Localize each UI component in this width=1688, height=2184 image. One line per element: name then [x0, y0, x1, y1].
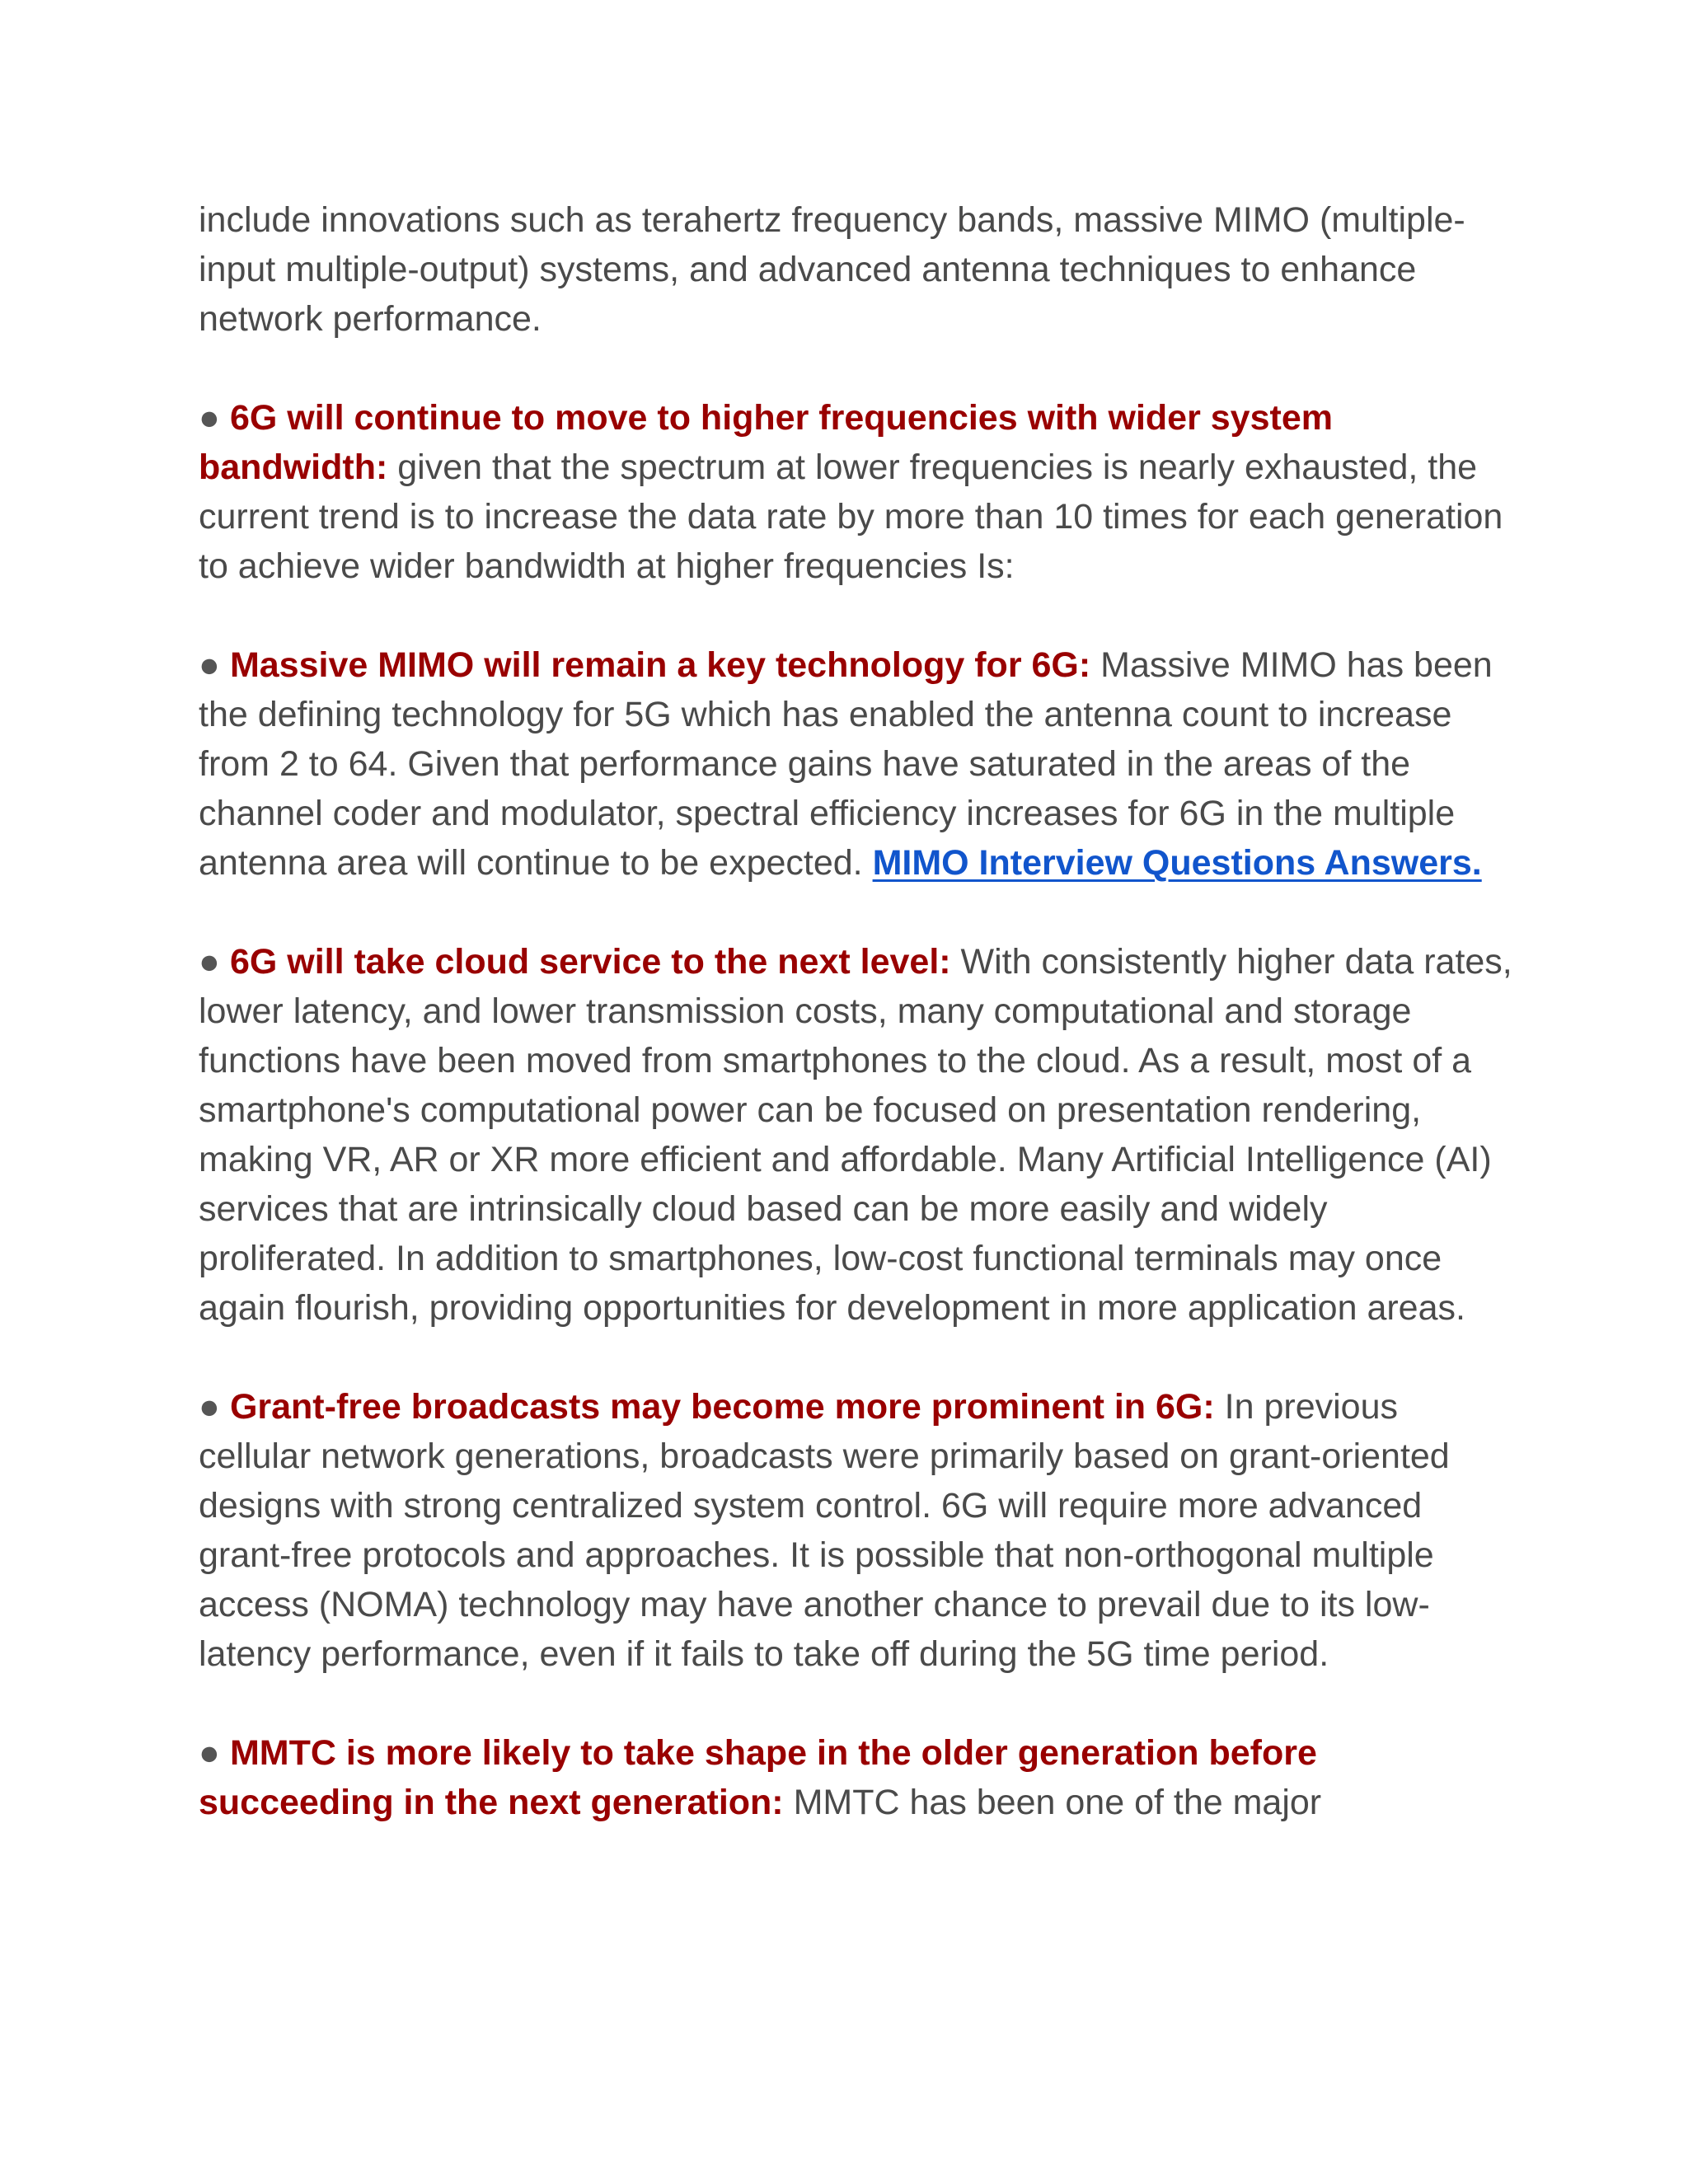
- bullet-lead: Massive MIMO will remain a key technology for 6G:: [229, 645, 1091, 685]
- bullet-icon: ●: [199, 1733, 220, 1773]
- document-page: [199, 195, 1517, 1877]
- bullet-icon: ●: [199, 1387, 220, 1427]
- bullet-item-higher-frequencies: [199, 393, 1517, 591]
- bullet-lead: 6G will continue to move to higher frequencies with wider system bandwidth:: [199, 398, 1333, 487]
- bullet-body: In previous cellular network generations, broadcasts were primarily based on grant-oriented designs with strong centralized system control. 6G will require more advanced grant-free protocols and approaches. It is possible that non-orthogonal multiple access (NOMA) technology may have another chance to prevail due to its low-latency performance, even if it fails to take off during the 5G time period.: [199, 1387, 1450, 1674]
- bullet-icon: ●: [199, 645, 220, 685]
- bullet-lead: 6G will take cloud service to the next level:: [229, 942, 951, 982]
- bullet-body: Massive MIMO has been the defining technology for 5G which has enabled the antenna count to increase from 2 to 64. Given that performance gains have saturated in the areas of the channel coder and modulator, spectral efficiency increases for 6G in the multiple antenna area will continue to be expected.: [199, 645, 1493, 883]
- bullet-item-grant-free: [199, 1382, 1517, 1679]
- intro-paragraph: [199, 195, 1517, 344]
- bullet-body: With consistently higher data rates, lower latency, and lower transmission costs, many computational and storage functions have been moved from smartphones to the cloud. As a result, most of a smartphone's computational power can be focused on presentation rendering, making VR, AR or XR more efficient and affordable. Many Artificial Intelligence (AI) services that are intrinsically cloud based can be more easily and widely proliferated. In addition to smartphones, low-cost functional terminals may once again flourish, providing opportunities for development in more application areas.: [199, 942, 1512, 1328]
- bullet-body: given that the spectrum at lower frequencies is nearly exhausted, the current trend is to increase the data rate by more than 10 times for each generation to achieve wider bandwidth at higher frequencies Is:: [199, 448, 1503, 586]
- bullet-lead: Grant-free broadcasts may become more prominent in 6G:: [229, 1387, 1215, 1427]
- bullet-body: MMTC has been one of the major: [783, 1783, 1322, 1822]
- intro-text: include innovations such as terahertz frequency bands, massive MIMO (multiple-input multiple-output) systems, and advanced antenna techniques to enhance network performance.: [199, 200, 1465, 339]
- bullet-item-massive-mimo: [199, 640, 1517, 888]
- bullet-item-mmtc: [199, 1728, 1517, 1827]
- bullet-lead: MMTC is more likely to take shape in the older generation before succeeding in the next generation:: [199, 1733, 1317, 1822]
- bullet-item-cloud-service: [199, 937, 1517, 1333]
- bullet-icon: ●: [199, 942, 220, 982]
- mimo-interview-link[interactable]: MIMO Interview Questions Answers.: [872, 843, 1482, 883]
- bullet-icon: ●: [199, 398, 220, 438]
